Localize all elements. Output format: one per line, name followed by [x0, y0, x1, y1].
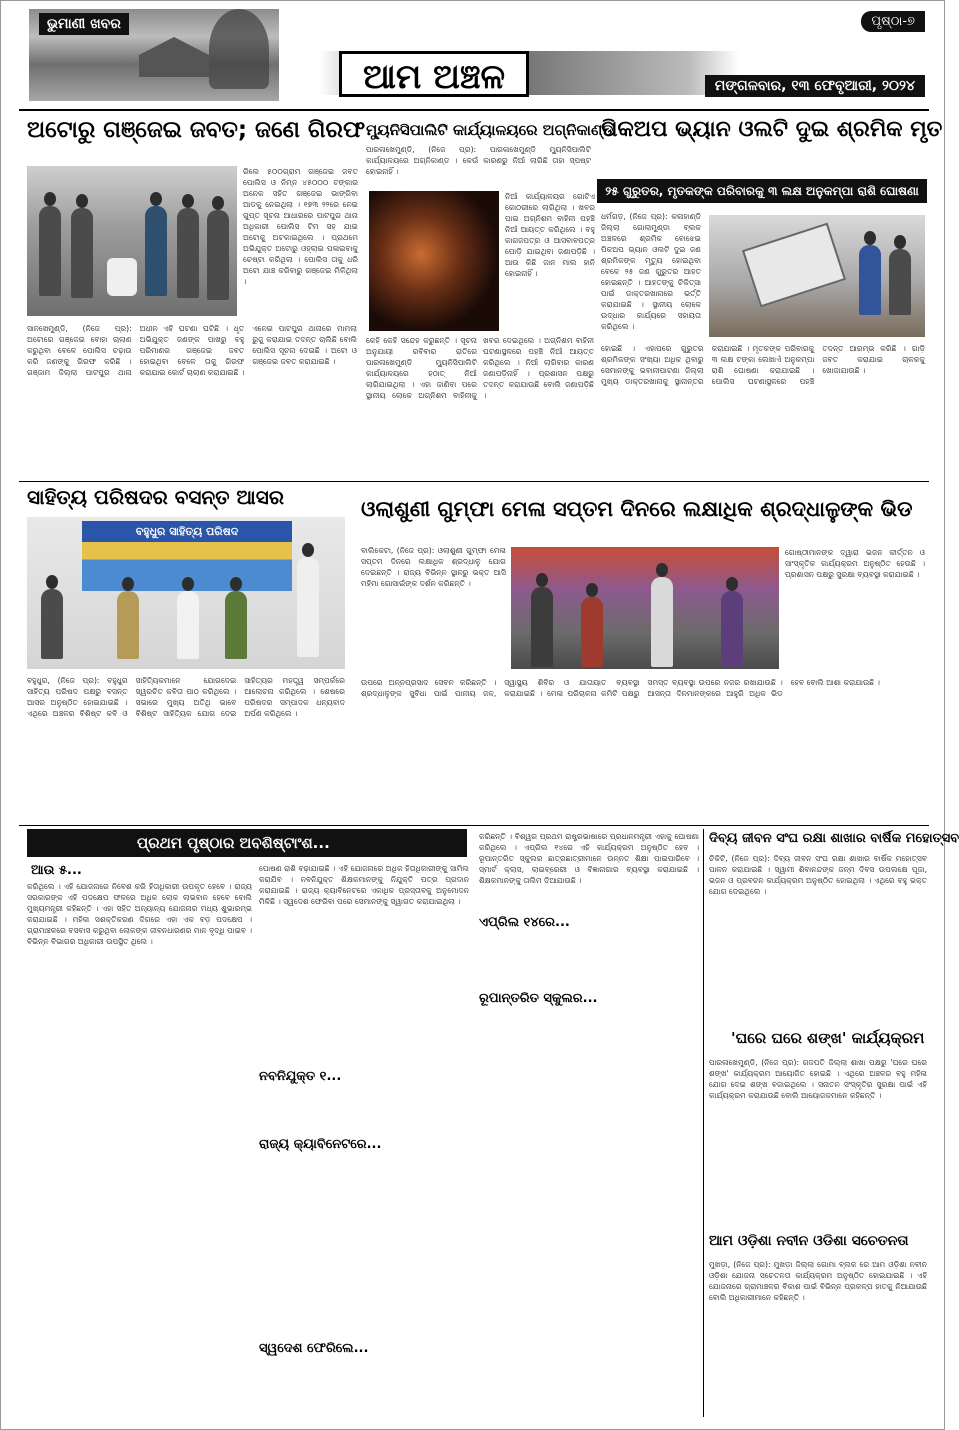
person-figure: [531, 587, 553, 667]
article-text: କରିଛନ୍ତି । ବିଶ୍ୱର ପ୍ରଥମ ରାଷ୍ଟ୍ରଭାଷାରେ ପ୍ରଧାନମନ୍ତ୍ରୀ ଏହାକୁ ଘୋଷଣା କରିଥିଲେ । ଏପ୍ରିଲ ୧୪ରେ ଏହି କାର୍ଯ୍ୟକ୍ରମ ଅନୁଷ୍ଠିତ ହେବ । ରୂପାନ୍ତରିତ ସ୍କୁଲର ଛାତ୍ରଛାତ୍ରୀମାନେ ଉନ୍ନତ ଶିକ୍ଷା ପାଇପାରିବେ । ସ୍ମାର୍ଟ କ୍ଲାସ, ଲାଇବ୍ରେରୀ ଓ ବିଜ୍ଞାନାଗାର ବ୍ୟବସ୍ଥା କରାଯାଇଛି । ଶିକ୍ଷକମାନଙ୍କୁ ତାଲିମ ଦିଆଯାଉଛି ।: [479, 832, 699, 885]
hut-shape: [139, 37, 209, 77]
person-figure: [889, 249, 911, 315]
article-text: ପୋଷଣ ରାଶି ବଢ଼ାଯାଇଛି । ଏହି ଯୋଜନାରେ ଅଧିକ ହିତାଧିକାରୀଙ୍କୁ ସାମିଲ କରାଯିବ । ନବନିଯୁକ୍ତ ଶିକ୍ଷକମାନଙ୍କୁ ନିଯୁକ୍ତି ପତ୍ର ପ୍ରଦାନ କରାଯାଇଛି । ରାଜ୍ୟ କ୍ୟାବିନେଟରେ ଏକାଧିକ ପ୍ରସ୍ତାବକୁ ଅନୁମୋଦନ ମିଳିଛି । ସ୍ୱଦେଶ ଫେରିବା ପରେ ସେମାନଙ୍କୁ ସ୍ୱାଗତ କରାଯାଇଥିଲା ।: [259, 864, 469, 906]
person-figure: [207, 210, 229, 300]
tree-shape: [209, 9, 269, 89]
article-text: ପାରଳାଖେମୁଣ୍ଡି, (ନିଜେ ପ୍ର): ଗଜପତି ଜିଲ୍ଲା ଶାଖା ପକ୍ଷରୁ 'ଘରେ ଘରେ ଶଙ୍ଖ' କାର୍ଯ୍ୟକ୍ରମ ଆୟୋଜିତ ହୋଇଛି । ଏଥିରେ ଅଞ୍ଚଳର ବହୁ ମହିଳା ଯୋଗ ଦେଇ ଶଙ୍ଖ ବଜାଇଥିଲେ । ସନାତନ ସଂସ୍କୃତିର ସୁରକ୍ଷା ପାଇଁ ଏହି କାର୍ଯ୍ୟକ୍ରମ କରାଯାଉଛି ବୋଲି ଆୟୋଜକମାନେ କହିଛନ୍ତି ।: [709, 1058, 927, 1100]
subhead: ସ୍ୱଦେଶ ଫେରିଲେ...: [259, 1341, 369, 1356]
article-text: ବାଲିକେଟା, (ନିଜେ ପ୍ର): ଓଲାଶୁଣୀ ଗୁମ୍ଫା ମେଳା ସପ୍ତମ ଦିନରେ ଲକ୍ଷାଧିକ ଶ୍ରଦ୍ଧାଳୁ ଯୋଗ ଦେଇଛନ୍ତି । ରାଜ୍ୟ ବିଭିନ୍ନ ସ୍ଥାନରୁ ଭକ୍ତ ଆସି ମହିମା ଗୋସାଇଁଙ୍କ ଦର୍ଶନ କରିଛନ୍ତି ।: [361, 546, 506, 588]
article-text: ସାନଖେମୁଣ୍ଡି, (ନିଜେ ପ୍ର): ଅଟୋରେ ଗଞ୍ଜେଇ ବୋହା ଚାଲାଣ କରୁଥିବା ବେଳେ ପୋଲିସ ଚଢ଼ାଉ କରି ଜଣଙ୍କୁ ଗିରଫ କରିଛି । ଗଞ୍ଜାମ ଜିଲ୍ଲା ପାଟପୁର ଥାନା ଅଧୀନ ଏହି ଘଟଣା ଘଟିଛି । ଧୃତ ଅଭିଯୁକ୍ତ ଜଣଙ୍କ ପାଖରୁ ବହୁ ପରିମାଣର ଗଞ୍ଜେଇ ଜବତ ହୋଇଥିବା ବେଳେ ତାକୁ ଗିରଫ କରାଯାଇ କୋର୍ଟ ଚାଲାଣ କରାଯାଇଛି । ଏନେଇ ପାଟପୁର ଥାନାରେ ମାମଲା ରୁଜୁ କରାଯାଇ ତଦନ୍ତ ଚାଲିଛି ବୋଲି ପୋଲିସ ସୂଚନା ଦେଇଛି । ଅଟୋ ଓ ଗଞ୍ଜେଇ ଜବତ କରାଯାଇଛି ।: [27, 324, 357, 377]
divider: [19, 109, 929, 111]
person-figure: [581, 597, 603, 667]
subhead: ରୂପାନ୍ତରିତ ସ୍କୁଲର...: [479, 991, 598, 1006]
article-text: କରିଥିଲେ । ଏହି ଯୋଜନାରେ ନିବେଶ କରି ହିତାଧିକାରୀ ଉପକୃତ ହେବେ । ରାଜ୍ୟ ସରକାରଙ୍କ ଏହି ପଦକ୍ଷେପ ଫଳରେ ଅଧିକ ଲୋକ ଲାଭବାନ ହେବେ ବୋଲି ମୁଖ୍ୟମନ୍ତ୍ରୀ କହିଛନ୍ତି । ଏହା ସହିତ ଅନ୍ୟାନ୍ୟ ଯୋଜନାର ମଧ୍ୟ ଶୁଭାରମ୍ଭ କରାଯାଇଛି । ମହିଳା ସଶକ୍ତିକରଣ ଦିଗରେ ଏହା ଏକ ବଡ଼ ପଦକ୍ଷେପ । ଗ୍ରାମାଞ୍ଚଳରେ ବସବାସ କରୁଥିବା ଲୋକଙ୍କ ଜୀବନଧାରଣର ମାନ ବୃଦ୍ଧି ପାଇବ । ବିଭିନ୍ନ ବିଭାଗର ଅଧିକାରୀ ଉପସ୍ଥିତ ଥିଲେ ।: [27, 882, 252, 946]
headline-ama-odisha: ଆମ ଓଡ଼ିଶା ନବୀନ ଓଡିଶା ସଚେତନତା: [709, 1233, 909, 1249]
person-figure: [145, 206, 167, 296]
photo-sahitya-event: [27, 517, 345, 669]
person-figure: [859, 245, 881, 315]
person-figure: [651, 577, 673, 667]
masthead-photo: [29, 9, 279, 101]
article-text: କେହି କେହି ସନ୍ଦେହ କରୁଛନ୍ତି । ସୂଚନା ଅନୁଯାୟୀ ରବିବାର ରାତିରେ ପାରଳାଖେମୁଣ୍ଡି ମ୍ୟୁନିସିପାଲିଟି କାର୍ଯ୍ୟାଳୟରେ ହଠାତ୍ ନିଆଁ ଲାଗିଯାଇଥିଲା । ଏହା ଜାଣିବା ପରେ ସ୍ଥାନୀୟ ଲୋକେ ଅଗ୍ନିଶମ ବାହିନୀକୁ ଖବର ଦେଇଥିଲେ । ଅଗ୍ନିଶମ ବାହିନୀ ଘଟଣାସ୍ଥଳରେ ପହଞ୍ଚି ନିଆଁ ଆୟତ୍ତ କରିଥିଲେ । ନିଆଁ ଲାଗିବାର କାରଣ ଜଣାପଡ଼ିନାହିଁ । ପ୍ରଶାସନ ପକ୍ଷରୁ ତଦନ୍ତ କରାଯାଉଛି ବୋଲି ଜଣାପଡ଼ିଛି ।: [366, 336, 594, 400]
date-bar: ମଙ୍ଗଳବାର, ୧୩ ଫେବୃଆରୀ, ୨୦୨୪: [705, 75, 925, 97]
article-text: ବହୁଧୁର, (ନିଜେ ପ୍ର): ବହୁଧୁର ସାହିତ୍ୟ ପରିଷଦ ପକ୍ଷରୁ ବସନ୍ତ ଆସର ଅନୁଷ୍ଠିତ ହୋଇଯାଇଛି । ଏଥିରେ ଅଞ୍ଚଳର ବିଶିଷ୍ଟ କବି ଓ ସାହିତ୍ୟିକମାନେ ଯୋଗଦେଇ ସ୍ୱରଚିତ କବିତା ପାଠ କରିଥିଲେ । ସଭାରେ ମୁଖ୍ୟ ଅତିଥି ଭାବେ ବିଶିଷ୍ଟ ସାହିତ୍ୟିକ ଯୋଗ ଦେଇ ସାହିତ୍ୟର ମହତ୍ତ୍ୱ ସମ୍ପର୍କରେ ଆଲୋଚନା କରିଥିଲେ । ଶେଷରେ ପରିଷଦର ସମ୍ପାଦକ ଧନ୍ୟବାଦ ଅର୍ପଣ କରିଥିଲେ ।: [27, 676, 345, 718]
page-number: ପୃଷ୍ଠା-୭: [861, 11, 925, 32]
subhead: ଆଉ ୫...: [31, 863, 82, 878]
headline-sahitya: ସାହିତ୍ୟ ପରିଷଦର ବସନ୍ତ ଆସର: [27, 485, 284, 509]
photo-police-seizure: [27, 166, 237, 316]
person-figure: [41, 589, 63, 659]
divider: [19, 481, 929, 482]
article-text: ଚିକିଟି, (ନିଜେ ପ୍ର): ଦିବ୍ୟ ଜୀବନ ସଂଘ ରକ୍ଷା ଶାଖାର ବାର୍ଷିକ ମହୋତ୍ସବ ପାଳନ କରାଯାଇଛି । ସ୍ୱାମୀ ଶିବାନନ୍ଦଙ୍କ ଜନ୍ମ ଦିବସ ଉପଲକ୍ଷେ ପୂଜା, ଭଜନ ଓ ପ୍ରବଚନ କାର୍ଯ୍ୟକ୍ରମ ଅନୁଷ୍ଠିତ ହୋଇଥିଲା । ଏଥିରେ ବହୁ ଭକ୍ତ ଯୋଗ ଦେଇଥିଲେ ।: [709, 854, 927, 896]
photo-overturned-van: [709, 215, 925, 337]
subhead: ରାଜ୍ୟ କ୍ୟାବିନେଟରେ...: [259, 1137, 382, 1152]
article-text: ପାରଳାଖେମୁଣ୍ଡି, (ନିଜେ ପ୍ର): ପାରଳାଖେମୁଣ୍ଡି ମ୍ୟୁନିସିପାଲିଟି କାର୍ଯ୍ୟାଳୟରେ ଅଗ୍ନିକାଣ୍ଡ । କେଉଁ କାରଣରୁ ନିଆଁ ଲାଗିଛି ତାହା ସ୍ପଷ୍ଟ ହୋଇନାହିଁ ।: [366, 145, 591, 176]
divider: [19, 825, 929, 826]
article-text: ଉପରେ ଅନ୍ନପ୍ରସାଦ ସେବନ କରିଛନ୍ତି । ଶ୍ରଦ୍ଧାଳୁଙ୍କ ସୁବିଧା ପାଇଁ ପାନୀୟ ଜଳ, ସ୍ୱାସ୍ଥ୍ୟ ଶିବିର ଓ ଯାତାୟାତ ବ୍ୟବସ୍ଥା କରାଯାଇଛି । ମେଳା ପରିଚାଳନା କମିଟି ପକ୍ଷରୁ ସମସ୍ତ ବ୍ୟବସ୍ଥା ଉପରେ ନଜର ରଖାଯାଉଛି । ଆସନ୍ତା ଦିନମାନଙ୍କରେ ଆହୁରି ଅଧିକ ଭିଡ ହେବ ବୋଲି ଆଶା କରାଯାଉଛି ।: [361, 678, 880, 698]
article-text: ମୁଖଡ଼ା, (ନିଜେ ପ୍ର): ମୁଖଡ଼ା ଜିଲ୍ଲା ଗୋମା ବ୍ଲକ ରେ ଆମ ଓଡ଼ିଶା ନବୀନ ଓଡ଼ିଶା ଯୋଜନା ସଚେତନତା କାର୍ଯ୍ୟକ୍ରମ ଅନୁଷ୍ଠିତ ହୋଇଯାଇଛି । ଏହି ଯୋଜନାରେ ଗ୍ରାମାଞ୍ଚଳର ବିକାଶ ପାଇଁ ବିଭିନ୍ନ ପ୍ରକଳ୍ପ ହାତକୁ ନିଆଯାଉଛି ବୋଲି ଅଧିକାରୀମାନେ କହିଛନ୍ତି ।: [709, 1260, 927, 1302]
seized-bag: [107, 258, 137, 296]
section-header-pratham: ପ୍ରଥମ ପୃଷ୍ଠାର ଅବଶିଷ୍ଟାଂଶ...: [27, 829, 467, 857]
van-shape: [742, 223, 846, 308]
person-figure: [177, 208, 199, 298]
person-figure: [225, 591, 247, 659]
headline-fire: ମ୍ୟୁନିସିପାଲିଟି କାର୍ଯ୍ୟାଳୟରେ ଅଗ୍ନିକାଣ୍ଡ: [366, 121, 614, 139]
article-text: ଧର୍ମଗଡ଼, (ନିଜେ ପ୍ର): କଳାହାଣ୍ଡି ଜିଲ୍ଲା ଗୋଲାମୁଣ୍ଡା ବ୍ଲକ ଅଞ୍ଚଳରେ ଶ୍ରମିକ ବୋଝେଇ ପିକଅପ ଭ୍ୟାନ ଓଲଟି ଦୁଇ ଜଣ ଶ୍ରମିକଙ୍କ ମୃତ୍ୟୁ ହୋଇଥିବା ବେଳେ ୨୫ ଜଣ ଗୁରୁତର ଆହତ ହୋଇଛନ୍ତି । ଆହତଙ୍କୁ ଚିକିତ୍ସା ପାଇଁ ଡାକ୍ତରଖାନାରେ ଭର୍ତ୍ତି କରାଯାଇଛି । ସ୍ଥାନୀୟ ଲୋକେ ଉଦ୍ଧାର କାର୍ଯ୍ୟରେ ସହାୟତା କରିଥିଲେ ।: [601, 212, 701, 331]
headline-divya-jeevan: ଦିବ୍ୟ ଜୀବନ ସଂଘ ରକ୍ଷା ଶାଖାର ବାର୍ଷିକ ମହୋତ୍ସବ: [709, 831, 959, 846]
person-figure: [39, 206, 61, 296]
photo-fire: [369, 191, 499, 331]
person-figure: [117, 591, 139, 659]
section-tag: ଭୁମାଣୀ ଖବର: [39, 13, 129, 35]
article-text: ଗୋଷ୍ଠୀମାନଙ୍କ ଦ୍ୱାରା ଭଜନ କୀର୍ତ୍ତନ ଓ ସାଂସ୍କୃତିକ କାର୍ଯ୍ୟକ୍ରମ ଅନୁଷ୍ଠିତ ହେଉଛି । ପ୍ରଶାସନ ପକ୍ଷରୁ ସୁରକ୍ଷା ବ୍ୟବସ୍ଥା କରାଯାଇଛି ।: [785, 548, 925, 579]
person-figure: [71, 208, 93, 298]
headline-ganja: ଅଟୋରୁ ଗଞ୍ଜେଇ ଜବତ; ଜଣେ ଗିରଫ: [27, 117, 366, 143]
person-figure: [177, 591, 199, 659]
article-text: ହୋଇଛି । ଏହାପରେ ଗୁରୁତର ଶ୍ରମିକଙ୍କ ସଂଖ୍ୟା ଅଧିକ ଥିବାରୁ ସେମାନଙ୍କୁ ଭବାନୀପାଟଣା ଜିଲ୍ଲା ମୁଖ୍ୟ ଡାକ୍ତରଖାନାକୁ ସ୍ଥାନାନ୍ତର କରାଯାଇଛି । ମୃତକଙ୍କ ପରିବାରକୁ ୩ ଲକ୍ଷ ଟଙ୍କା ଲେଖାଏଁ ଅନୁକମ୍ପା ରାଶି ଘୋଷଣା କରାଯାଇଛି । ପୋଲିସ ଘଟଣାସ୍ଥଳରେ ପହଞ୍ଚି ତଦନ୍ତ ଆରମ୍ଭ କରିଛି । ଗାଡ଼ି ଜବତ କରାଯାଇ ଚାଳକକୁ ଖୋଜାଯାଉଛି ।: [601, 344, 925, 386]
headline-ghare-ghare: 'ଘରେ ଘରେ ଶଙ୍ଖ' କାର୍ଯ୍ୟକ୍ରମ: [731, 1029, 925, 1047]
subhead: ନବନିଯୁକ୍ତ ୧...: [259, 1069, 342, 1084]
article-text: ରିଲେ ୫୦୦ଗ୍ରାମ ଗଞ୍ଜେଇ ଜବତ ପୋଲିସ ଓ ନିମ୍ନ ୪୫୦୦୦ ଟଙ୍କାର ଅନେକ ସହିତ ଗଞ୍ଜେଇ ଭାଙ୍ଗିବା ଆଡକୁ ନେଇଥିଲା । ୧୭୩ ୨୨ରେ ନେଇ ଗୁପ୍ତ ସୂଚନା ଆଧାରରେ ପାଟପୁର ଥାନା ଅଧିକାରୀ ପୋଲିସ ଟିମ ସହ ଯାଇ ଅଟୋକୁ ଅଟକାଇଥିଲେ । ପ୍ରଥମେ ଅଭିଯୁକ୍ତ ଅଟୋରୁ ଓହ୍ଲାଇ ପଳାଇବାକୁ ଚେଷ୍ଟା କରିଥିଲା । ପୋଲିସ ତାକୁ ଧରି ଅଟୋ ଯାଞ୍ଚ କରିବାରୁ ଗଞ୍ଜେଇ ମିଳିଥିଲା ।: [243, 167, 358, 286]
headline-van-accident: ପିକଅପ ଭ୍ୟାନ ଓଲଟି ଦୁଇ ଶ୍ରମିକ ମୃତ: [601, 117, 943, 142]
person-figure: [721, 591, 743, 667]
event-banner-text: ବହୁଧୁର ସାହିତ୍ୟ ପରିଷଦ: [135, 525, 239, 538]
subhead: ଏପ୍ରିଲ ୧୪ରେ...: [479, 915, 570, 930]
masthead: [19, 7, 929, 103]
headline-mela: ଓଲାଶୁଣୀ ଗୁମ୍ଫା ମେଳା ସପ୍ତମ ଦିନରେ ଲକ୍ଷାଧିକ ଶ୍ରଦ୍ଧାଳୁଙ୍କ ଭିଡ: [361, 497, 913, 521]
divider: [703, 829, 704, 1417]
page-title: ଆମ ଅଞ୍ଚଳ: [339, 51, 529, 97]
subheadline-van: ୨୫ ଗୁରୁତର, ମୃତକଙ୍କ ପରିବାରକୁ ୩ ଲକ୍ଷ ଅନୁକମ୍ପା ରାଶି ଘୋଷଣା: [597, 179, 927, 203]
photo-mela-crowd: [511, 547, 779, 669]
article-text: ନିଆଁ କାର୍ଯ୍ୟାଳୟର ଗୋଟିଏ କୋଠରୀରେ ଲାଗିଥିଲା । ଖବର ପାଇ ଅଗ୍ନିଶମ ବାହିନୀ ପହଞ୍ଚି ନିଆଁ ଆୟତ୍ତ କରିଥିଲେ । ବହୁ କାଗଜପତ୍ର ଓ ଆସବାବପତ୍ର ପୋଡ଼ି ଯାଇଥିବା ଜଣାପଡ଼ିଛି । ଆଉ କିଛି ଜାନ ମାଲ ହାନି ହୋଇନାହିଁ ।: [505, 192, 595, 278]
person-figure: [297, 557, 319, 657]
